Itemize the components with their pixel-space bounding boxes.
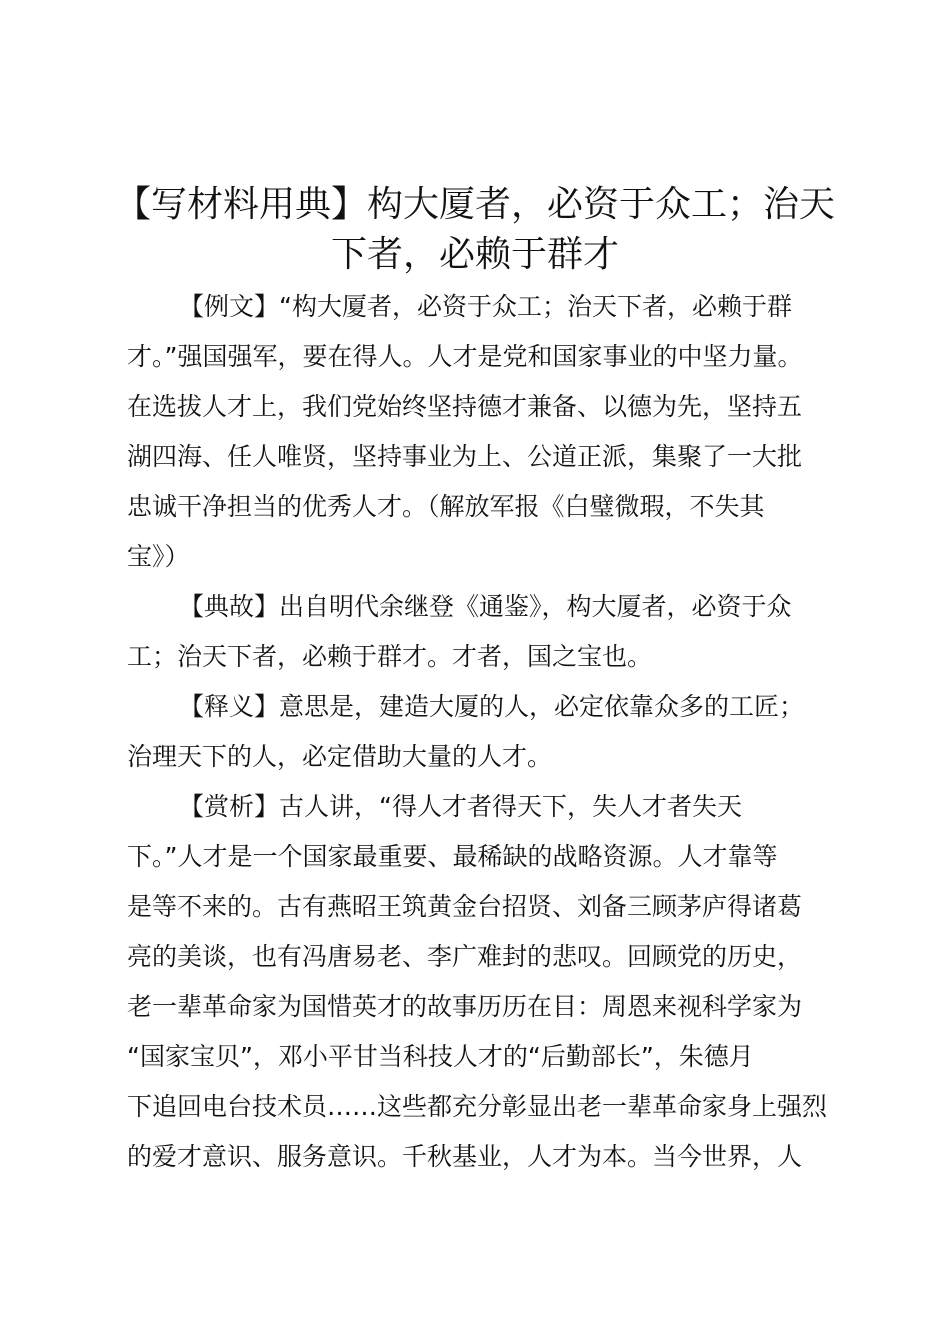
text-line: 下。”人才是一个国家最重要、最稀缺的战略资源。人才靠等 xyxy=(127,842,778,871)
text-line: 忠诚干净担当的优秀人才。（解放军报《白璧微瑕，不失其 xyxy=(127,492,765,521)
text-line: 湖四海、任人唯贤，坚持事业为上、公道正派，集聚了一大批 xyxy=(127,442,803,471)
paragraph-allusion xyxy=(127,582,847,682)
text-line: 是等不来的。古有燕昭王筑黄金台招贤、刘备三顾茅庐得诸葛 xyxy=(127,892,803,921)
text-line: 【例文】“构大厦者，必资于众工；治天下者，必赖于群 xyxy=(179,292,792,321)
title-line-2: 下者，必赖于群才 xyxy=(330,234,619,275)
text-line: 治理天下的人，必定借助大量的人才。 xyxy=(127,742,553,771)
text-line: “国家宝贝”，邓小平甘当科技人才的“后勤部长”，朱德月 xyxy=(127,1042,754,1071)
paragraph-meaning xyxy=(127,682,847,782)
document-title xyxy=(110,180,840,280)
text-line: 在选拔人才上，我们党始终坚持德才兼备、以德为先，坚持五 xyxy=(127,392,803,421)
text-line: 【赏析】古人讲，“得人才者得天下，失人才者失天 xyxy=(179,792,742,821)
paragraph-analysis xyxy=(127,782,847,1182)
text-line: 亮的美谈，也有冯唐易老、李广难封的悲叹。回顾党的历史， xyxy=(127,942,803,971)
text-line: 的爱才意识、服务意识。千秋基业，人才为本。当今世界，人 xyxy=(127,1142,803,1171)
text-line: 宝》） xyxy=(127,542,190,571)
text-line: 【典故】出自明代余继登《通鉴》，构大厦者，必资于众 xyxy=(179,592,792,621)
text-line: 【释义】意思是，建造大厦的人，必定依靠众多的工匠； xyxy=(179,692,805,721)
text-line: 老一辈革命家为国惜英才的故事历历在目：周恩来视科学家为 xyxy=(127,992,803,1021)
text-line: 才。”强国强军，要在得人。人才是党和国家事业的中坚力量。 xyxy=(127,342,803,371)
text-line: 下追回电台技术员……这些都充分彰显出老一辈革命家身上强烈 xyxy=(127,1092,828,1121)
title-line-1: 【写材料用典】构大厦者，必资于众工；治天 xyxy=(114,184,835,225)
document-body xyxy=(127,282,847,1182)
paragraph-example xyxy=(127,282,847,582)
text-line: 工；治天下者，必赖于群才。才者，国之宝也。 xyxy=(127,642,653,671)
